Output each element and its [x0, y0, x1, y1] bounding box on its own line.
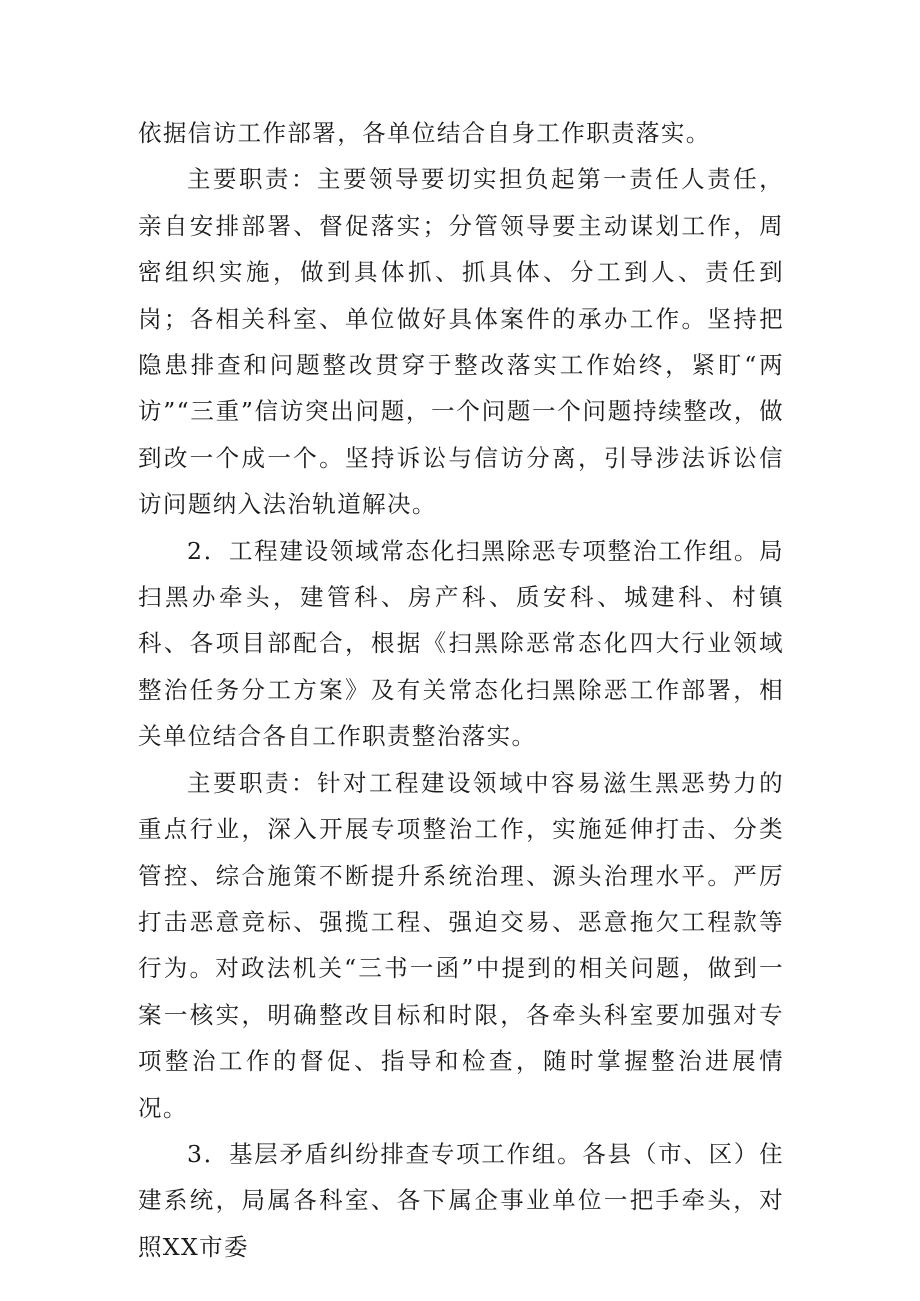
paragraph-1: 依据信访工作部署，各单位结合自身工作职责落实。: [138, 119, 711, 147]
paragraph-2: 主要职责：主要领导要切实担负起第一责任人责任，亲自安排部署、督促落实；分管领导要主动谋划工作，周密组织实施，做到具体抓、抓具体、分工到人、责任到岗；各相关科室、单位做好具体案件的承办工作。坚持把隐患排查和问题整改贯穿于整改落实工作始终，紧盯“两访”“三重”信访突出问题，一个问题一个问题持续整改，做到改一个成一个。坚持诉讼与信访分离，引导涉法诉讼信访问题纳入法治轨道解决。: [138, 165, 784, 519]
paragraph-3: 2．工程建设领域常态化扫黑除恶专项整治工作组。局扫黑办牵头，建管科、房产科、质安科、城建科、村镇科、各项目部配合，根据《扫黑除恶常态化四大行业领域整治任务分工方案》及有关常态化扫黑除恶工作部署，相关单位结合各自工作职责整治落实。: [138, 536, 784, 751]
paragraph-5: 3．基层矛盾纠纷排查专项工作组。各县（市、区）住建系统，局属各科室、各下属企事业单位一把手牵头，对照XX市委: [138, 1139, 784, 1261]
paragraph-4: 主要职责：针对工程建设领域中容易滋生黑恶势力的重点行业，深入开展专项整治工作，实施延伸打击、分类管控、综合施策不断提升系统治理、源头治理水平。严厉打击恶意竞标、强揽工程、强迫交易、恶意拖欠工程款等行为。对政法机关“三书一函”中提到的相关问题，做到一案一核实，明确整改目标和时限，各牵头科室要加强对专项整治工作的督促、指导和检查，随时掌握整治进展情况。: [138, 768, 784, 1122]
document-body: [138, 110, 784, 1270]
